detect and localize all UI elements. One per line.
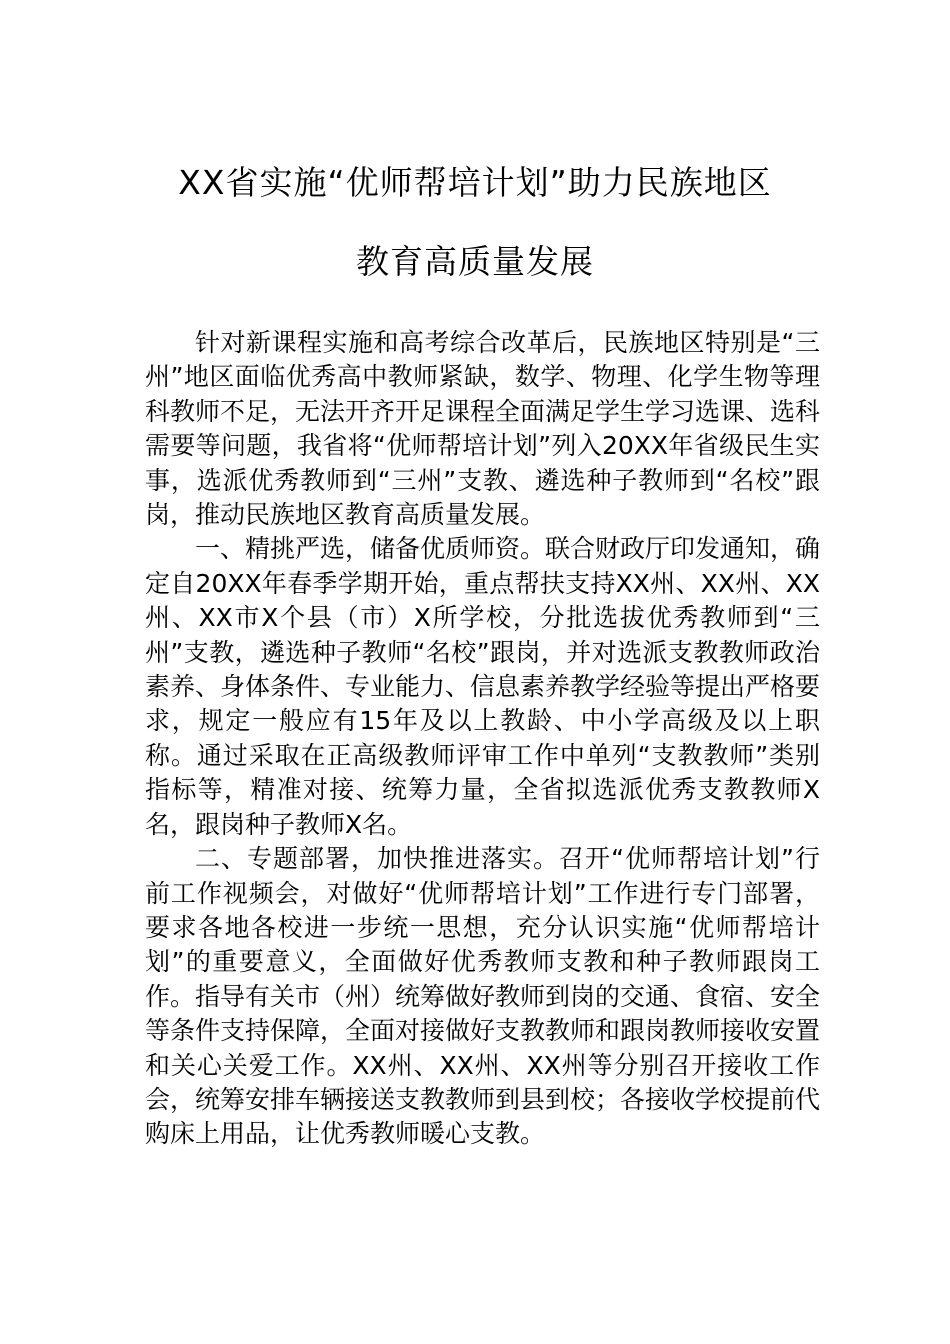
paragraph-section-1: 一、精挑严选，储备优质师资。联合财政厅印发通知，确定自20XX年春季学期开始，重点帮扶支持XX州、XX州、XX州、XX市X个县（市）X所学校，分批选拔优秀教师到“三州”支教，遴选种子教师“名校”跟岗，并对选派支教教师政治素养、身体条件、专业能力、信息素养教学经验等提出严格要求，规定一般应有15年及以上教龄、中小学高级及以上职称。通过采取在正高级教师评审工作中单列“支教教师”类别指标等，精准对接、统筹力量，全省拟选派优秀支教教师X名，跟岗种子教师X名。 [145, 534, 821, 839]
document-title [0, 163, 950, 282]
title-line-2: 教育高质量发展 [356, 242, 594, 281]
title-line-1: XX省实施“优师帮培计划”助力民族地区 [178, 163, 772, 202]
document-body [145, 326, 820, 1152]
paragraph-intro: 针对新课程实施和高考综合改革后，民族地区特别是“三州”地区面临优秀高中教师紧缺，数学、物理、化学生物等理科教师不足，无法开齐开足课程全面满足学生学习选课、选科需要等问题，我省将“优师帮培计划”列入20XX年省级民生实事，选派优秀教师到“三州”支教、遴选种子教师到“名校”跟岗，推动民族地区教育高质量发展。 [145, 328, 821, 530]
paragraph-section-2: 二、专题部署，加快推进落实。召开“优师帮培计划”行前工作视频会，对做好“优师帮培计划”工作进行专门部署，要求各地各校进一步统一思想，充分认识实施“优师帮培计划”的重要意义，全面做好优秀教师支教和种子教师跟岗工作。指导有关市（州）统筹做好教师到岗的交通、食宿、安全等条件支持保障，全面对接做好支教教师和跟岗教师接收安置和关心关爱工作。XX州、XX州、XX州等分别召开接收工作会，统筹安排车辆接送支教教师到县到校；各接收学校提前代购床上用品，让优秀教师暖心支教。 [145, 844, 821, 1149]
